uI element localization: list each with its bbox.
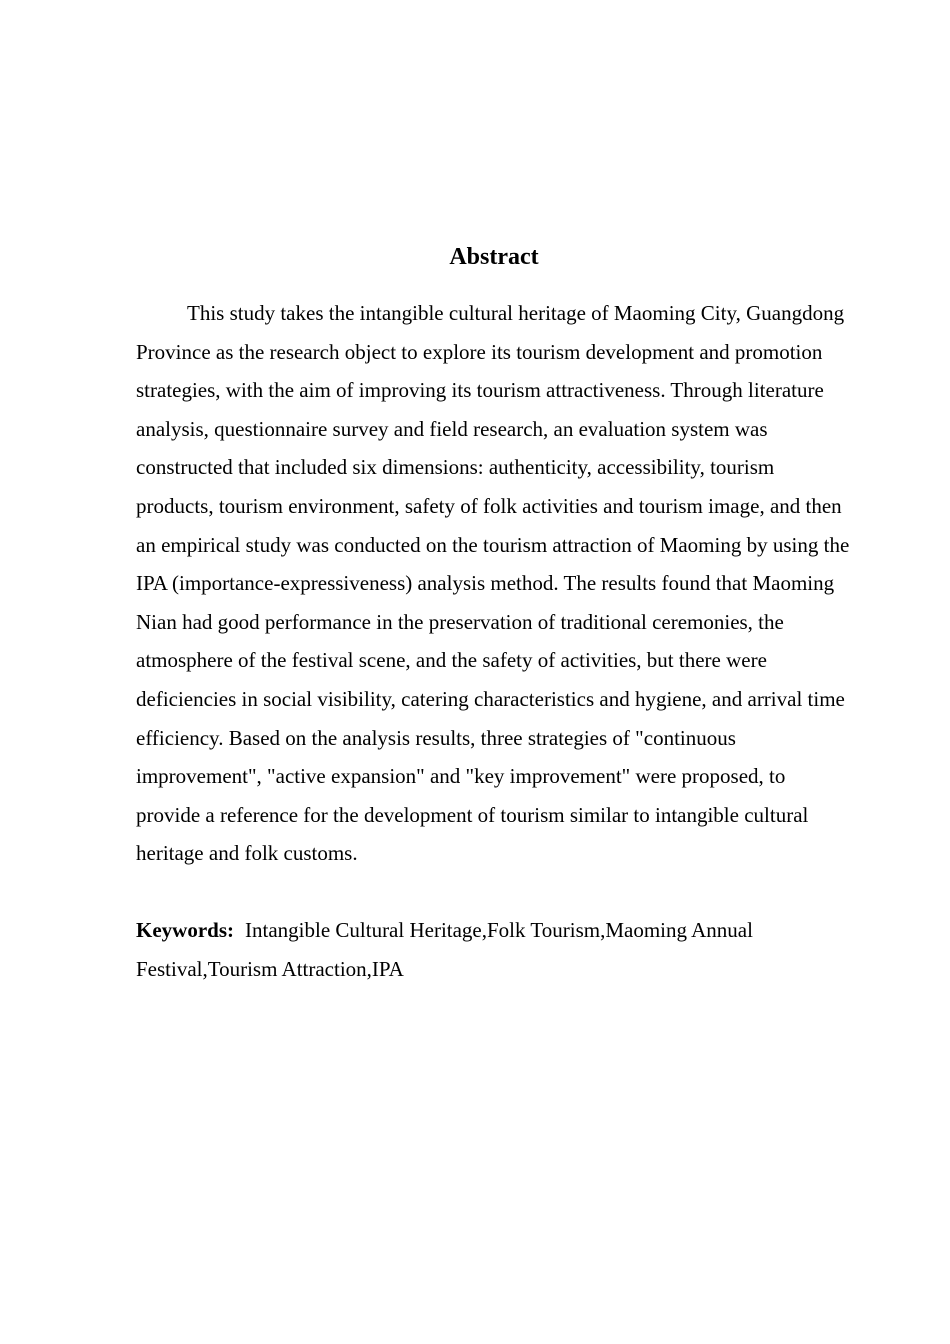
keywords-value: Intangible Cultural Heritage,Folk Tourism,Maoming Annual Festival,Tourism Attraction,IPA	[136, 917, 753, 981]
keywords-label: Keywords:	[136, 917, 234, 942]
keywords-line	[136, 911, 852, 988]
abstract-section	[136, 240, 852, 988]
abstract-body: This study takes the intangible cultural heritage of Maoming City, Guangdong Province as the research object to explore its tourism development and promotion strategies, with the aim of improving its tourism attractiveness. Through literature analysis, questionnaire survey and field research, an evaluation system was constructed that included six dimensions: authenticity, accessibility, tourism products, tourism environment, safety of folk activities and tourism image, and then an empirical study was conducted on the tourism attraction of Maoming by using the IPA (importance-expressiveness) analysis method. The results found that Maoming Nian had good performance in the preservation of traditional ceremonies, the atmosphere of the festival scene, and the safety of activities, but there were deficiencies in social visibility, catering characteristics and hygiene, and arrival time efficiency. Based on the analysis results, three strategies of "continuous improvement", "active expansion" and "key improvement" were proposed, to provide a reference for the development of tourism similar to intangible cultural heritage and folk customs.	[136, 301, 850, 866]
abstract-title: Abstract	[449, 244, 539, 270]
